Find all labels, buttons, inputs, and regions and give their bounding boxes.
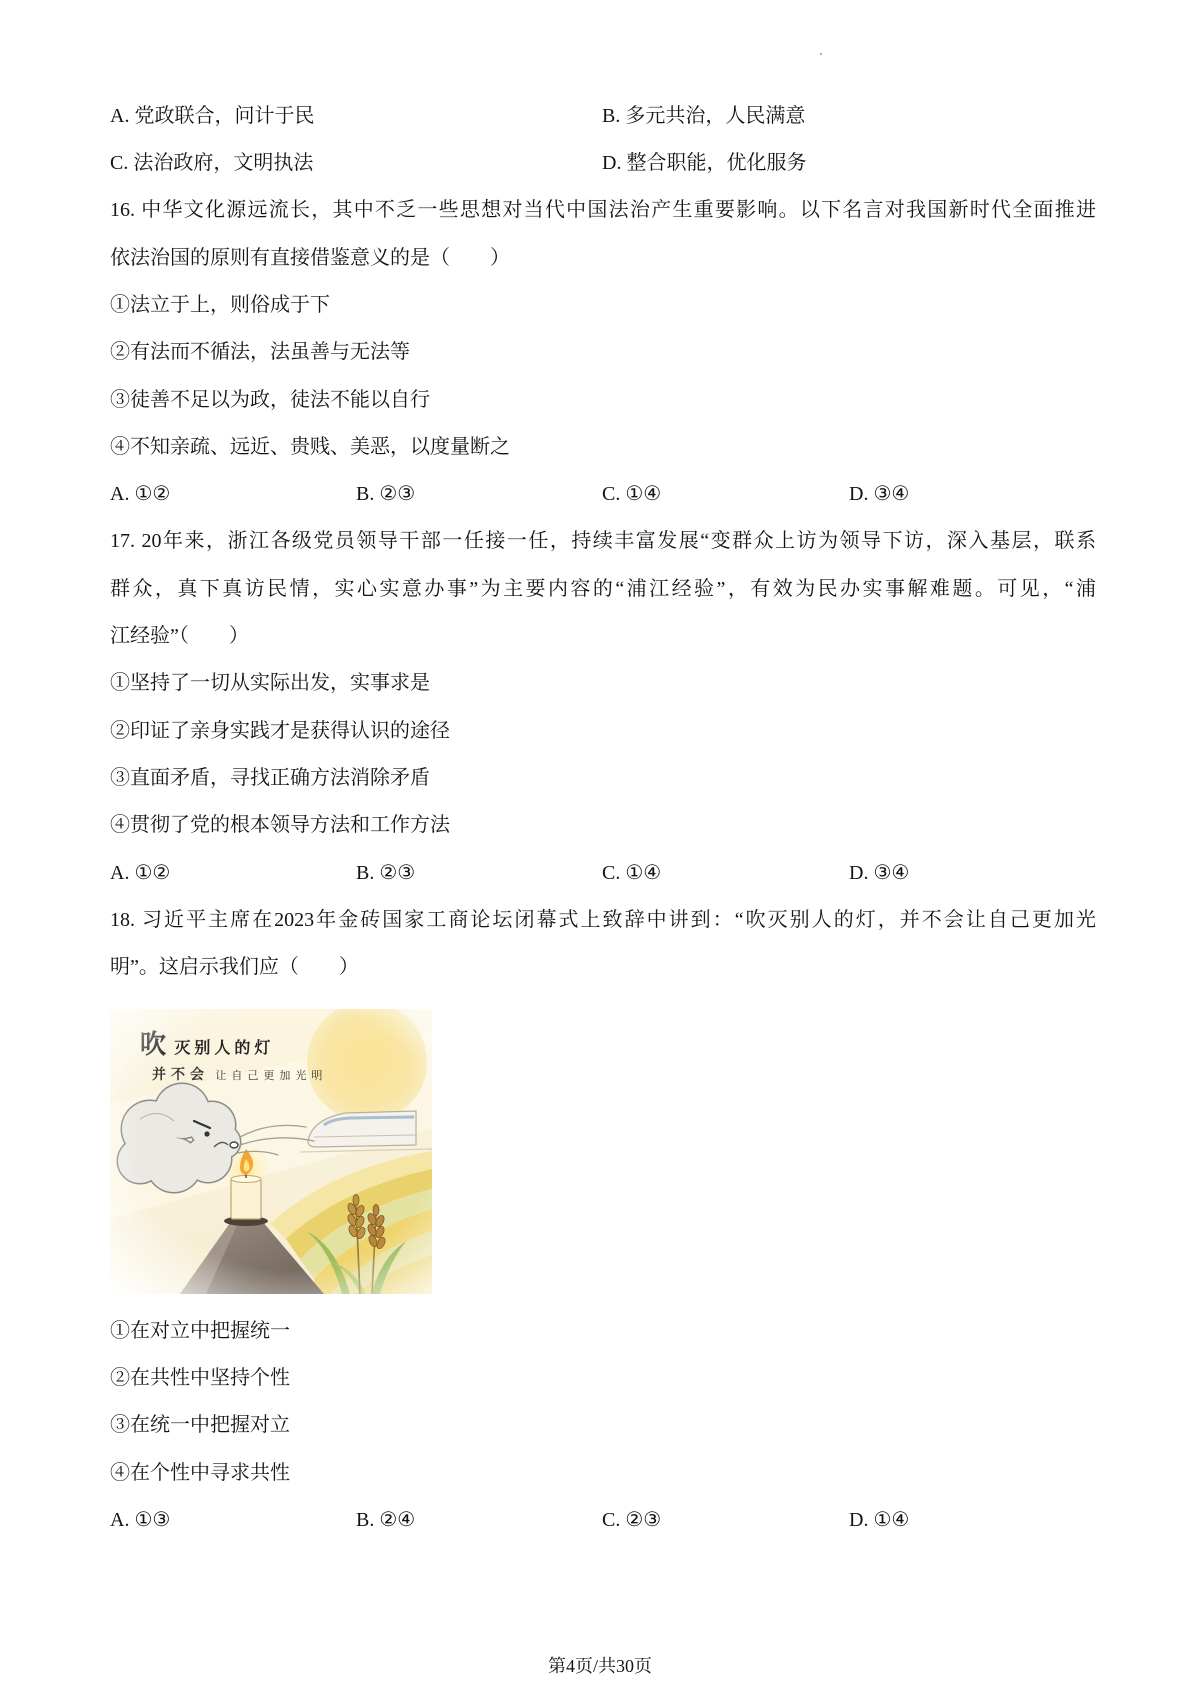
q17-option-d: D. ③④ xyxy=(849,861,910,884)
q17-statement-2: ②印证了亲身实践才是获得认识的途径 xyxy=(110,719,450,742)
q16-statement-2: ②有法而不循法，法虽善与无法等 xyxy=(110,341,410,364)
q15-option-d: D. 整合职能，优化服务 xyxy=(602,152,807,175)
q15-option-c: C. 法治政府，文明执法 xyxy=(110,152,314,175)
page-footer xyxy=(0,1653,1200,1679)
q18-option-b: B. ②④ xyxy=(356,1508,416,1531)
q16-option-d: D. ③④ xyxy=(849,483,910,506)
q17-option-a: A. ①② xyxy=(110,861,171,884)
q17-stem-line-3: 江经验”（ ） xyxy=(110,625,249,648)
q18-cartoon-figure xyxy=(110,1009,432,1294)
cartoon-illustration xyxy=(110,1009,432,1294)
q16-options-row xyxy=(110,471,1096,518)
page-number: 第4页/共30页 xyxy=(547,1656,652,1676)
q15-options-row-2 xyxy=(110,140,1096,187)
q17-statement-3: ③直面矛盾，寻找正确方法消除矛盾 xyxy=(110,766,430,789)
q15-option-a: A. 党政联合，问计于民 xyxy=(110,104,315,127)
q16-option-a: A. ①② xyxy=(110,483,171,506)
q18-option-c: C. ②③ xyxy=(602,1508,662,1531)
cartoon-edge-fade xyxy=(110,1009,432,1294)
q18-statement-1: ①在对立中把握统一 xyxy=(110,1319,290,1342)
q17-stem-line-2: 群众，真下真访民情，实心实意办事”为主要内容的“浦江经验”，有效为民办实事解难题。可见，“浦 xyxy=(110,577,1096,600)
q17-option-c: C. ①④ xyxy=(602,861,662,884)
q16-option-c: C. ①④ xyxy=(602,483,662,506)
q16-statement-3: ③徒善不足以为政，徒法不能以自行 xyxy=(110,388,430,411)
q16-option-b: B. ②③ xyxy=(356,483,416,506)
q18-stem-line-2: 明”。这启示我们应（ ） xyxy=(110,956,359,979)
q17-option-b: B. ②③ xyxy=(356,861,416,884)
q18-option-d: D. ①④ xyxy=(849,1508,910,1531)
page-content xyxy=(110,93,1096,1544)
q18-option-a: A. ①③ xyxy=(110,1508,171,1531)
page-mark-dot xyxy=(820,53,822,55)
q16-stem-line-1: 16. 中华文化源远流长，其中不乏一些思想对当代中国法治产生重要影响。以下名言对我国新时代全面推进 xyxy=(110,199,1096,222)
q15-options-row-1 xyxy=(110,93,1096,140)
q18-statement-2: ②在共性中坚持个性 xyxy=(110,1366,290,1389)
q16-statement-1: ①法立于上，则俗成于下 xyxy=(110,293,330,316)
q15-option-b: B. 多元共治，人民满意 xyxy=(602,104,806,127)
q18-statement-4: ④在个性中寻求共性 xyxy=(110,1461,290,1484)
q18-options-row xyxy=(110,1497,1096,1544)
q17-options-row xyxy=(110,850,1096,897)
q18-statement-3: ③在统一中把握对立 xyxy=(110,1414,290,1437)
q16-stem-line-2: 依法治国的原则有直接借鉴意义的是（ ） xyxy=(110,246,510,269)
q16-statement-4: ④不知亲疏、远近、贵贱、美恶，以度量断之 xyxy=(110,435,510,458)
q18-stem-line-1: 18. 习近平主席在2023年金砖国家工商论坛闭幕式上致辞中讲到：“吹灭别人的灯，并不会让自己更加光 xyxy=(110,908,1096,931)
q17-stem-line-1: 17. 20年来，浙江各级党员领导干部一任接一任，持续丰富发展“变群众上访为领导下访，深入基层，联系 xyxy=(110,530,1096,553)
q17-statement-4: ④贯彻了党的根本领导方法和工作方法 xyxy=(110,814,450,837)
q17-statement-1: ①坚持了一切从实际出发，实事求是 xyxy=(110,672,430,695)
